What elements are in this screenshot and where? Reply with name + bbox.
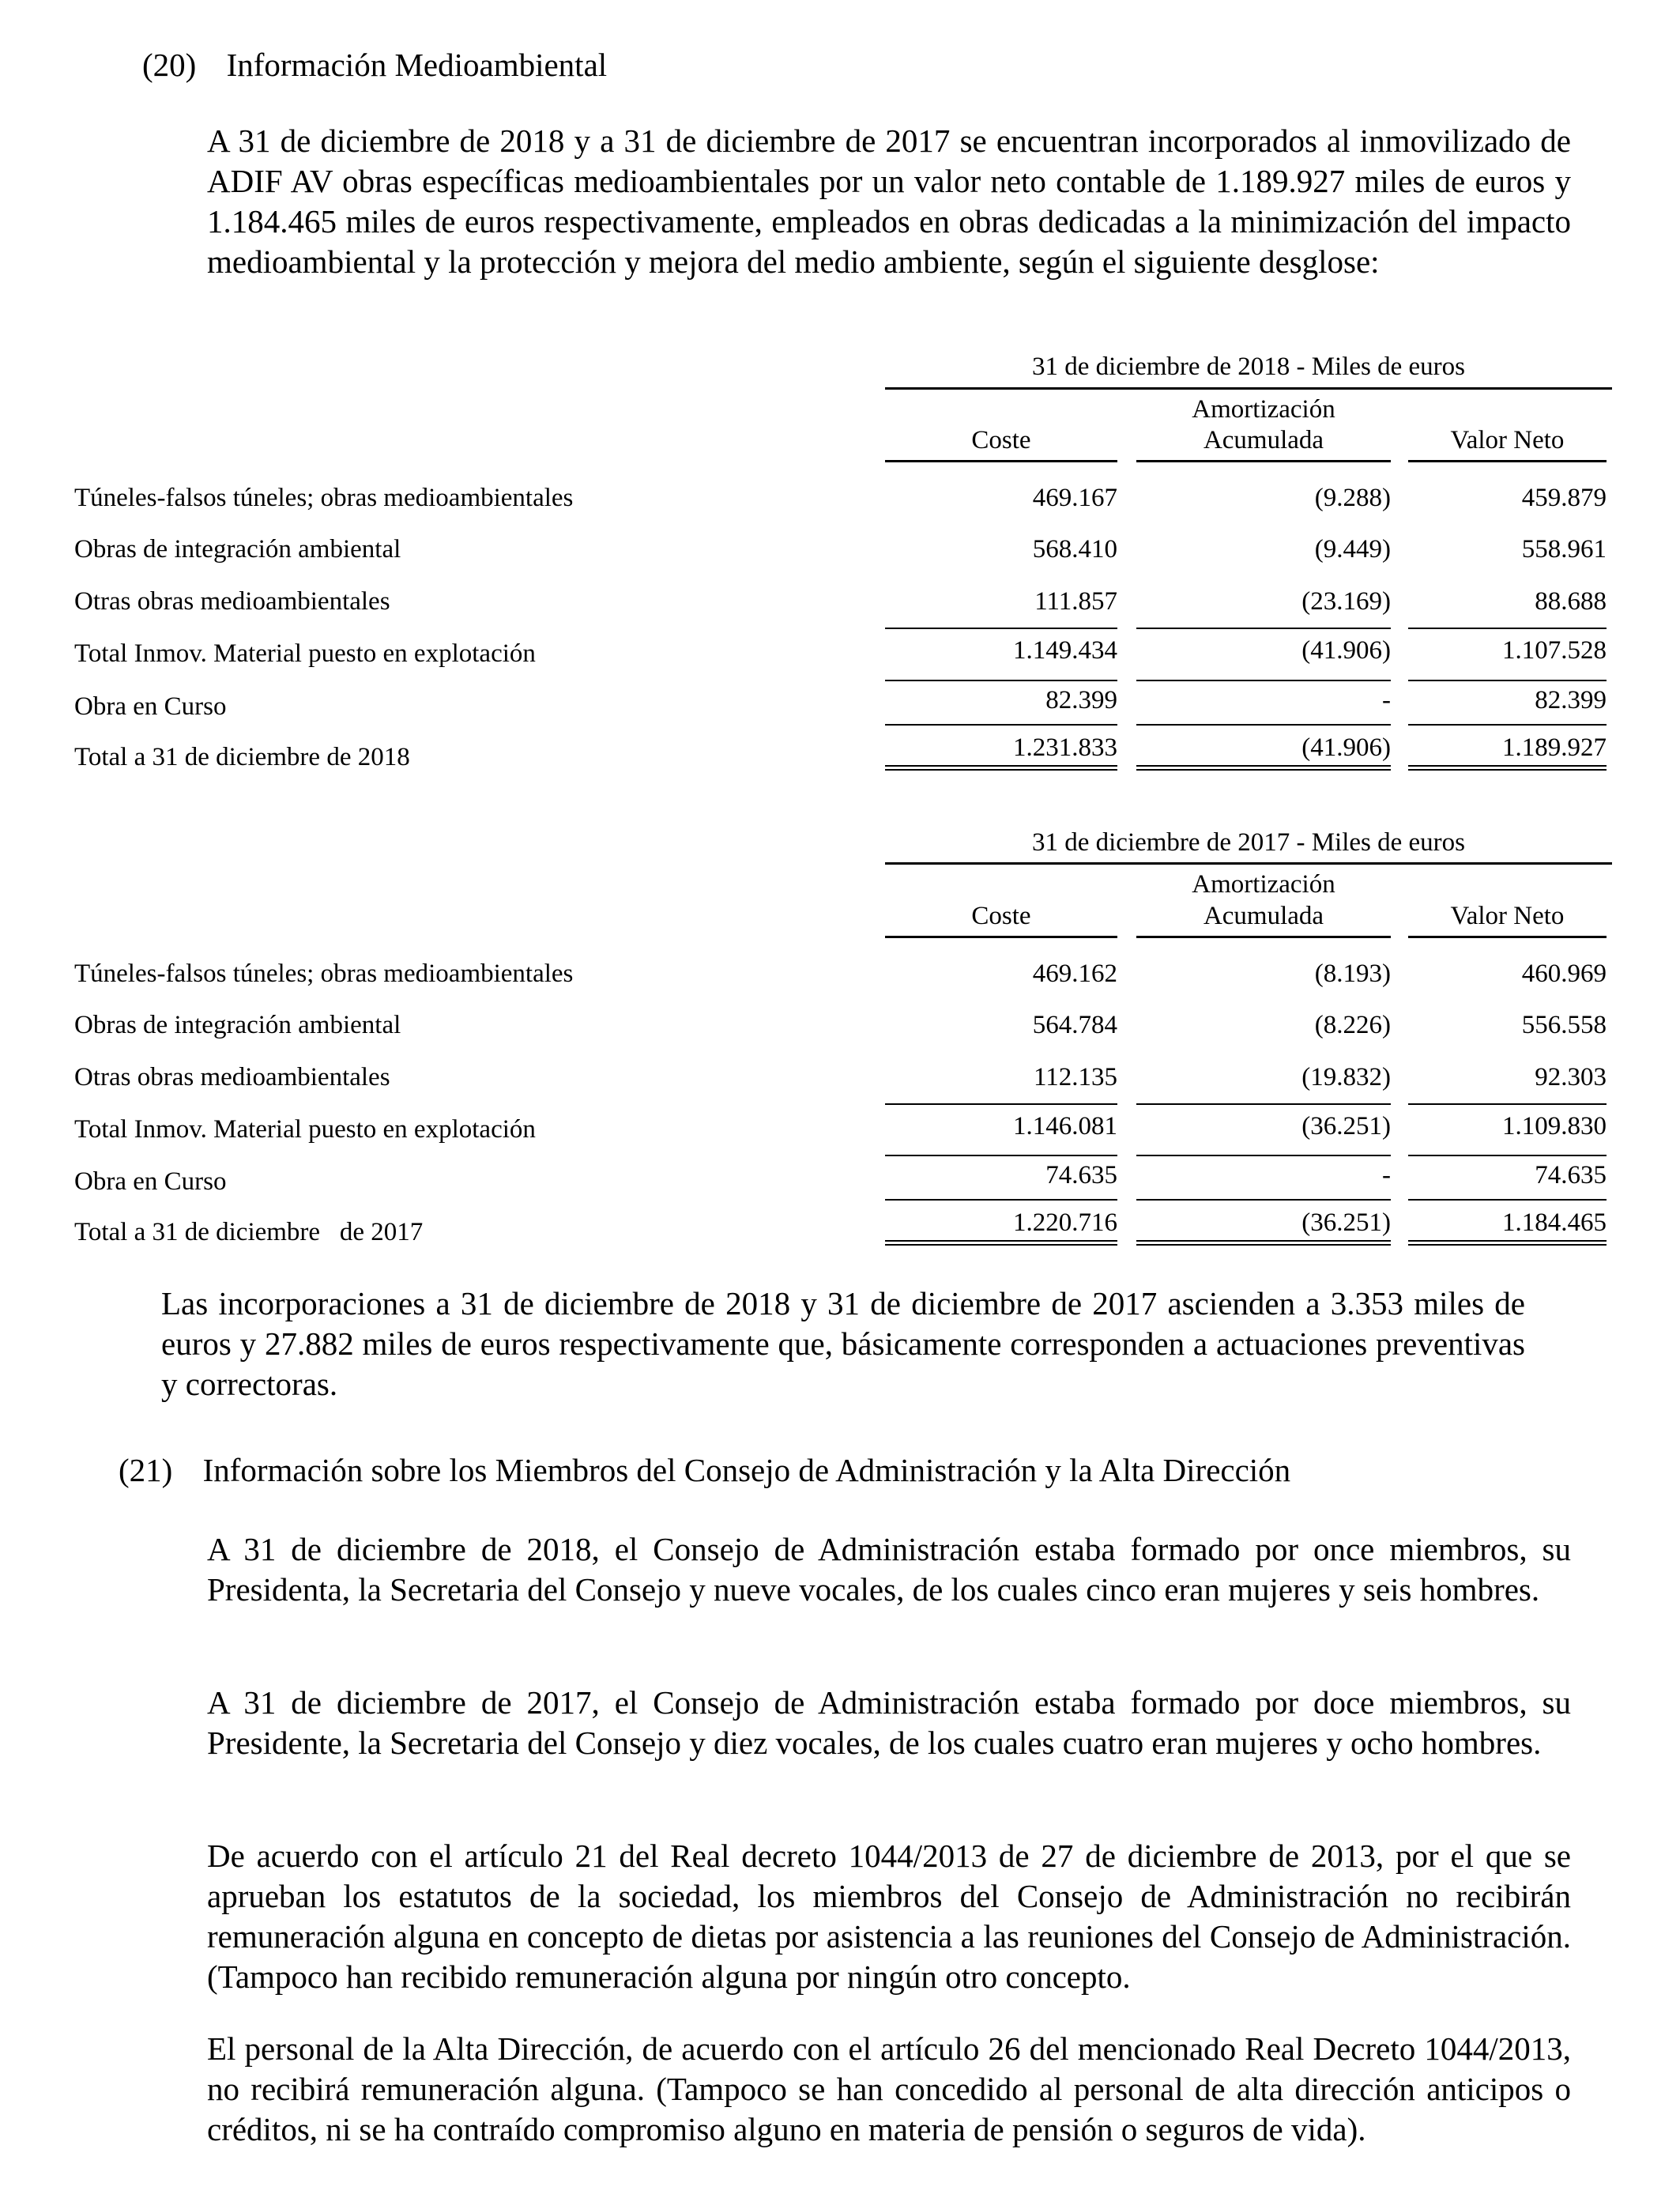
table-row: Obras de integración ambiental 564.784 (8.226) 556.558 <box>74 1011 1607 1039</box>
table-row: Obra en Curso 74.635 - 74.635 <box>74 1161 1607 1196</box>
section-21-paragraph-2: A 31 de diciembre de 2017, el Consejo de Administración estaba formado por doce miembros, su Presidente, la Secretaria del Consejo y diez vocales, de los cuales cuatro eran mujeres y ocho hombres. <box>207 1684 1571 1761</box>
section-21-number: (21) <box>119 1452 173 1488</box>
section-20-intro: A 31 de diciembre de 2018 y a 31 de diciembre de 2017 se encuentran incorporados al inmovilizado de ADIF AV obras específicas medioambientales por un valor neto contable de 1.189.927 miles de euros y 1.184.465 miles de euros respectivamente, empleados en obras dedicadas a la minimización del impacto medioambiental y la protección y mejora del medio ambiente, según el siguiente desglose: <box>207 123 1571 280</box>
table-row-total: Total a 31 de diciembre de 2017 1.220.716 (36.251) 1.184.465 <box>74 1208 1607 1246</box>
header-amortizacion: Amortización <box>1192 870 1335 899</box>
header-acumulada: Acumulada <box>1203 902 1324 930</box>
section-20-heading <box>142 46 607 84</box>
table-row-total: Total a 31 de diciembre de 2018 1.231.833 (41.906) 1.189.927 <box>74 733 1607 771</box>
section-20-number: (20) <box>142 47 197 83</box>
table-row: Obras de integración ambiental 568.410 (9.449) 558.961 <box>74 535 1607 564</box>
header-coste: Coste <box>971 426 1031 454</box>
table-row: Obra en Curso 82.399 - 82.399 <box>74 686 1607 721</box>
header-valor-neto: Valor Neto <box>1450 902 1565 930</box>
table-2017-caption: 31 de diciembre de 2017 - Miles de euros <box>1031 828 1465 857</box>
section-21-heading <box>119 1451 1290 1489</box>
section-21-paragraph-3: De acuerdo con el artículo 21 del Real decreto 1044/2013 de 27 de diciembre de 2013, por el que se aprueban los estatutos de la sociedad, los miembros del Consejo de Administración no recibirán remuneración alguna en concepto de dietas por asistencia a las reuniones del Consejo de Administración. (Tampoco han recibido remuneración alguna por ningún otro concepto. <box>207 1838 1571 1995</box>
header-coste: Coste <box>971 902 1031 930</box>
table-row: Otras obras medioambientales 112.135 (19.832) 92.303 <box>74 1063 1607 1091</box>
table-row: Túneles-falsos túneles; obras medioambientales 469.167 (9.288) 459.879 <box>74 484 1607 512</box>
table-row: Total Inmov. Material puesto en explotación 1.146.081 (36.251) 1.109.830 <box>74 1112 1607 1144</box>
section-20-closing: Las incorporaciones a 31 de diciembre de 2018 y 31 de diciembre de 2017 ascienden a 3.353 miles de euros y 27.882 miles de euros respectivamente que, básicamente corresponden a actuaciones preventivas y correctoras. <box>161 1285 1525 1402</box>
section-21-paragraph-4: El personal de la Alta Dirección, de acuerdo con el artículo 26 del mencionado Real Decreto 1044/2013, no recibirá remuneración alguna. (Tampoco se han concedido al personal de alta dirección anticipos o créditos, ni se ha contraído compromiso alguno en materia de pensión o seguros de vida). <box>207 2030 1571 2147</box>
table-row: Túneles-falsos túneles; obras medioambientales 469.162 (8.193) 460.969 <box>74 959 1607 988</box>
table-2018-caption: 31 de diciembre de 2018 - Miles de euros <box>1031 352 1465 381</box>
table-row: Total Inmov. Material puesto en explotación 1.149.434 (41.906) 1.107.528 <box>74 636 1607 668</box>
header-acumulada: Acumulada <box>1203 426 1324 454</box>
section-20-title: Información Medioambiental <box>226 47 608 83</box>
section-21-paragraph-1: A 31 de diciembre de 2018, el Consejo de Administración estaba formado por once miembros, su Presidenta, la Secretaria del Consejo y nueve vocales, de los cuales cinco eran mujeres y seis hombres. <box>207 1531 1571 1608</box>
header-valor-neto: Valor Neto <box>1450 426 1565 454</box>
table-row: Otras obras medioambientales 111.857 (23.169) 88.688 <box>74 587 1607 616</box>
header-amortizacion: Amortización <box>1192 395 1335 424</box>
section-21-title: Información sobre los Miembros del Consejo de Administración y la Alta Dirección <box>202 1452 1291 1488</box>
